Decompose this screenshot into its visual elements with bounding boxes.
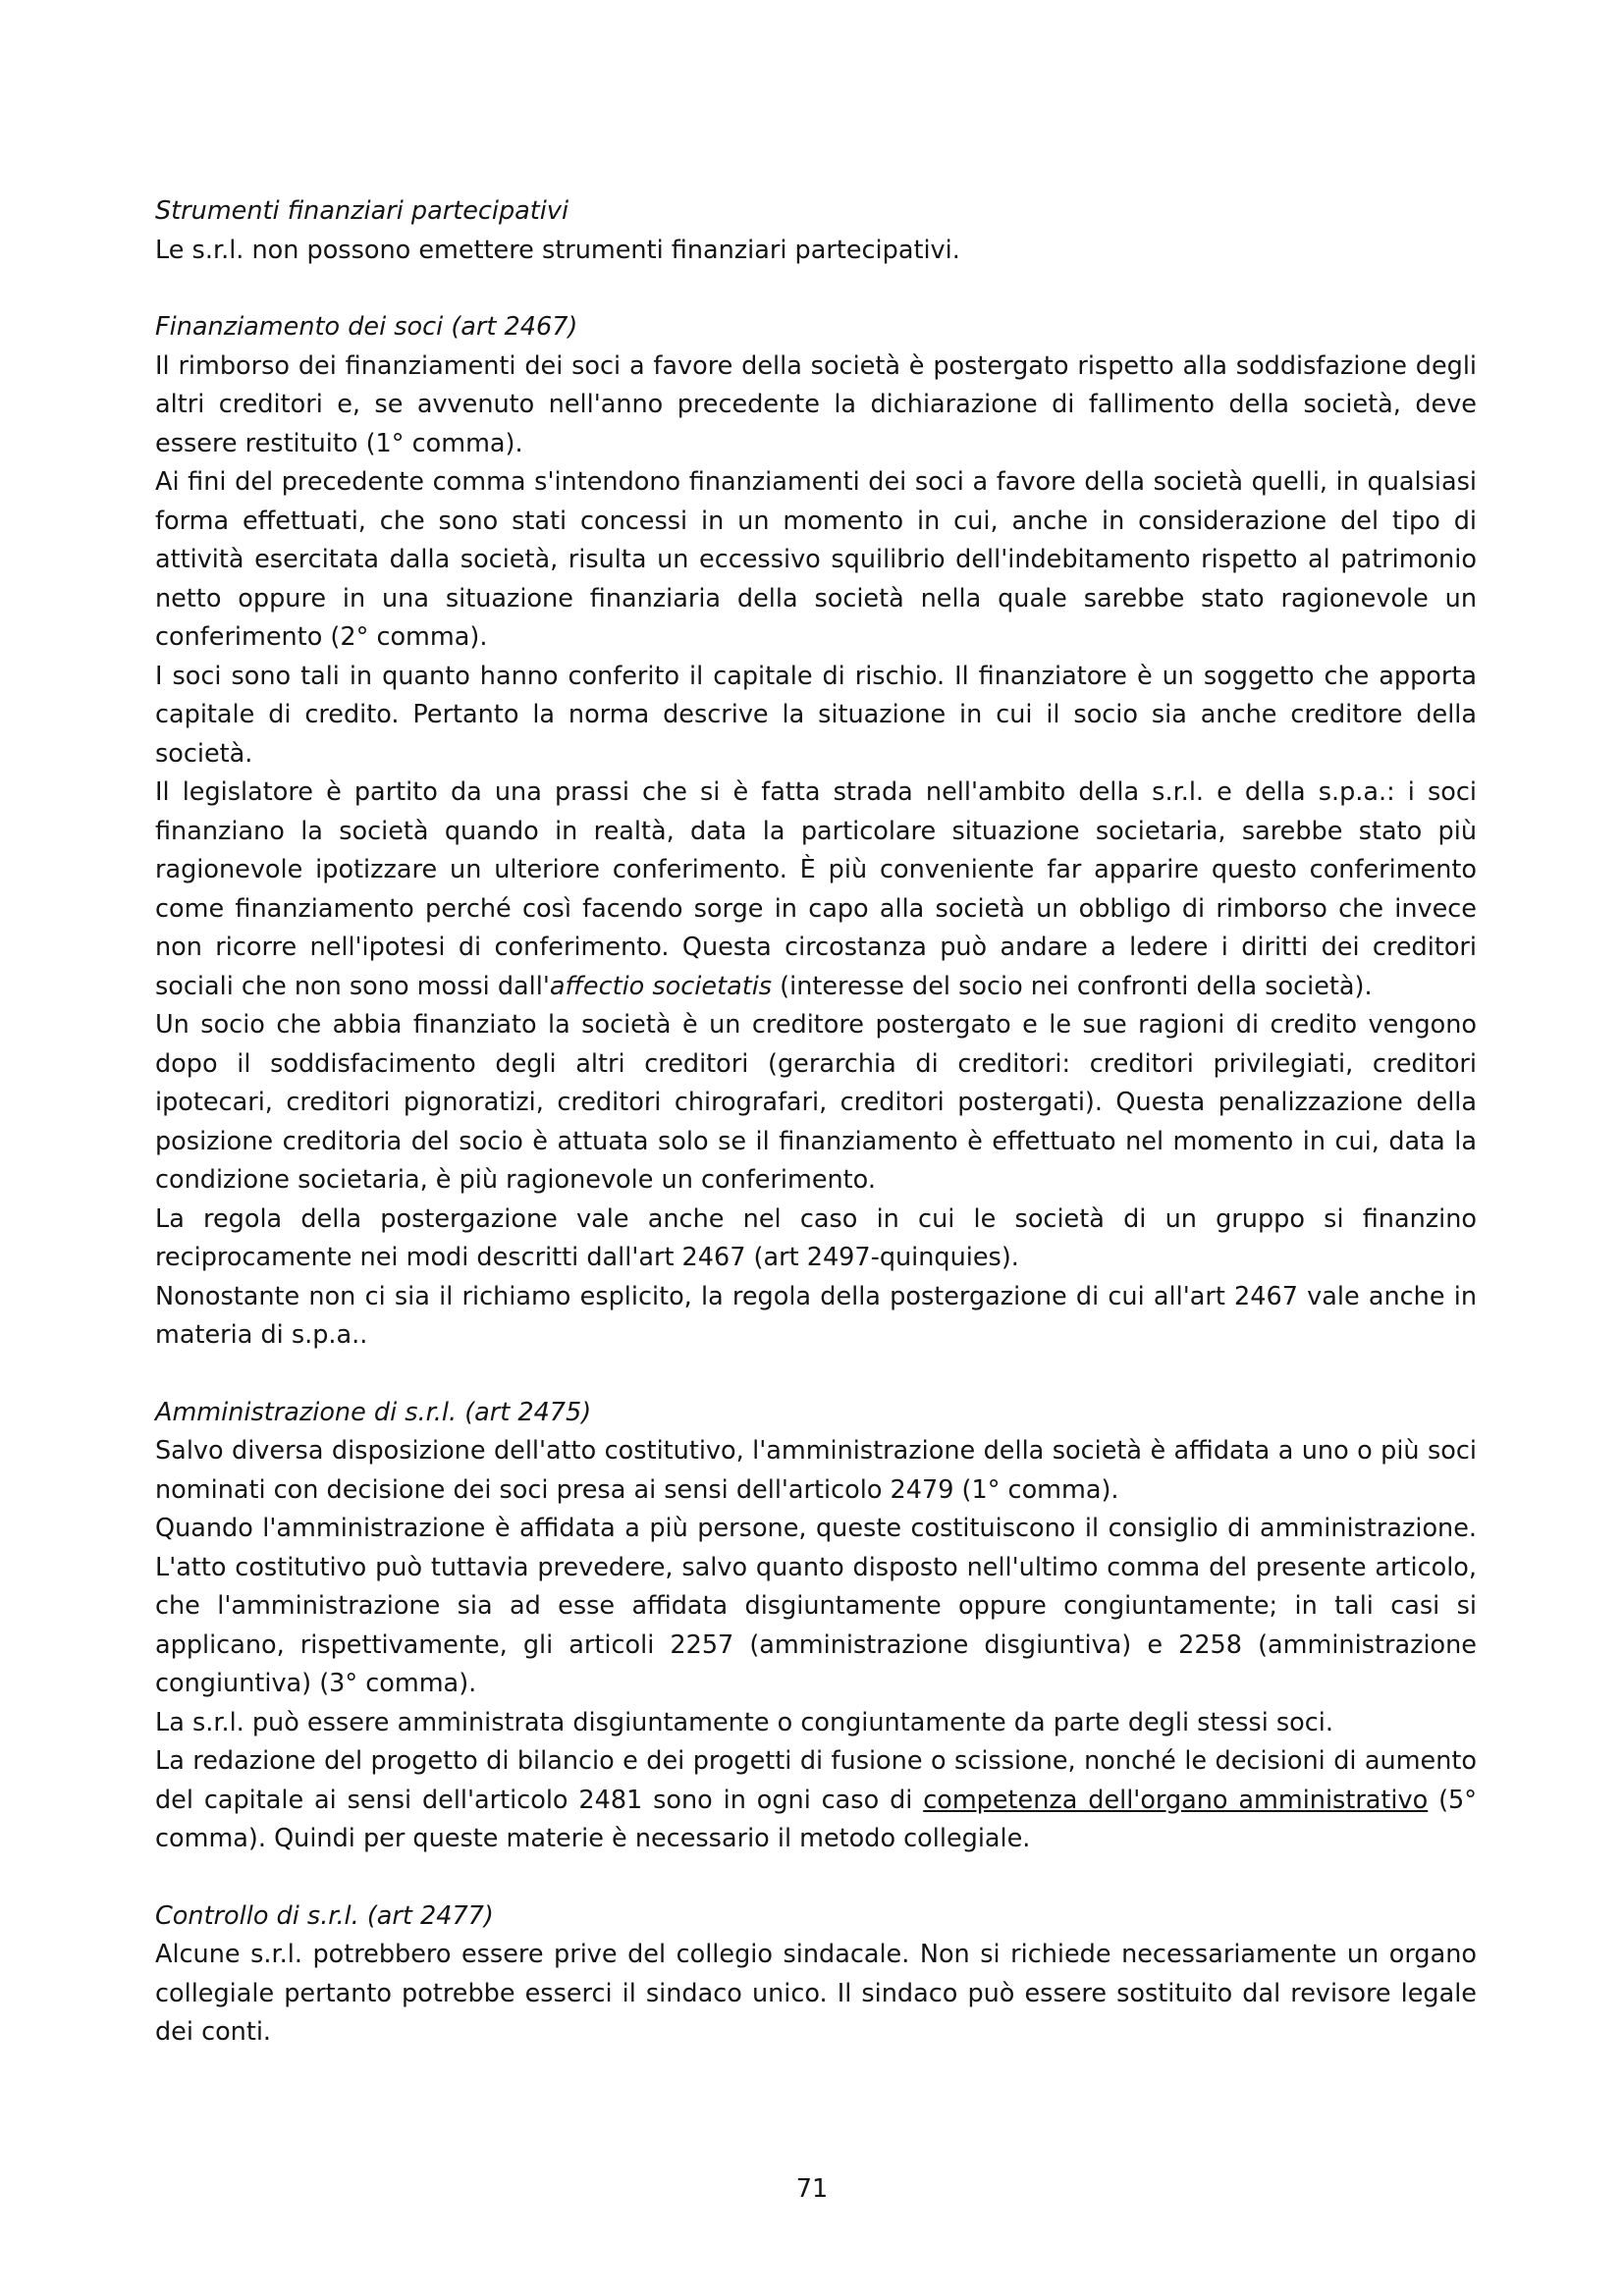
section-heading: Strumenti finanziari partecipativi (155, 196, 569, 226)
paragraph: Nonostante non ci sia il richiamo esplicito, la regola della postergazione di cui all'art 2467 vale anche in materia di s.p.a.. (155, 1281, 1477, 1350)
paragraph-text: (interesse del socio nei confronti della società). (772, 971, 1373, 1001)
paragraph-text: Il legislatore è partito da una prassi che si è fatta strada nell'ambito della s.r.l. e della s.p.a.: i soci finanziano la società quando in realtà, data la particolare situazione societaria, sarebbe stato più ragionevole ipotizzare un ulteriore conferimento. È più conveniente far apparire questo conferimento come finanziamento perché così facendo sorge in capo alla società un obbligo di rimborso che invece non ricorre nell'ipotesi di conferimento. Questa circostanza può andare a ledere i diritti dei creditori sociali che non sono mossi dall' (155, 777, 1477, 1001)
paragraph: Le s.r.l. non possono emettere strumenti finanziari partecipativi. (155, 235, 960, 265)
paragraph: Il rimborso dei finanziamenti dei soci a favore della società è postergato rispetto alla soddisfazione degli altri creditori e, se avvenuto nell'anno precedente la dichiarazione di fallimento della società, deve essere restituito (1° comma). (155, 350, 1477, 458)
section-heading: Controllo di s.r.l. (art 2477) (155, 1900, 494, 1931)
paragraph: La regola della postergazione vale anche nel caso in cui le società di un gruppo si finanzino reciprocamente nei modi descritti dall'art 2467 (art 2497-quinquies). (155, 1203, 1477, 1272)
underlined-term: competenza dell'organo amministrativo (923, 1785, 1429, 1815)
section-strumenti-finanziari (155, 192, 1477, 270)
page-content (155, 192, 1477, 2091)
paragraph (155, 1742, 1477, 1859)
paragraph: Ai fini del precedente comma s'intendono finanziamenti dei soci a favore della società quelli, in qualsiasi forma effettuati, che sono stati concessi in un momento in cui, anche in considerazione del tipo di attività esercitata dalla società, risulta un eccessivo squilibrio dell'indebitamento rispetto al patrimonio netto oppure in una situazione finanziaria della società nella quale sarebbe stato ragionevole un conferimento (2° comma). (155, 467, 1477, 652)
section-heading: Finanziamento dei soci (art 2467) (155, 312, 578, 342)
paragraph (155, 774, 1477, 1006)
paragraph: Quando l'amministrazione è affidata a più persone, queste costituiscono il consiglio di amministrazione. L'atto costitutivo può tuttavia prevedere, salvo quanto disposto nell'ultimo comma del presente articolo, che l'amministrazione sia ad esse affidata disgiuntamente oppure congiuntamente; in tali casi si applicano, rispettivamente, gli articoli 2257 (amministrazione disgiuntiva) e 2258 (amministrazione congiuntiva) (3° comma). (155, 1514, 1477, 1698)
page-number: 71 (795, 2174, 829, 2204)
paragraph: Un socio che abbia finanziato la società è un creditore postergato e le sue ragioni di credito vengono dopo il soddisfacimento degli altri creditori (gerarchia di creditori: creditori privilegiati, creditori ipotecari, creditori pignoratizi, creditori chirografari, creditori postergati). Questa penalizzazione della posizione creditoria del socio è attuata solo se il finanziamento è effettuato nel momento in cui, data la condizione societaria, è più ragionevole un conferimento. (155, 1010, 1477, 1195)
italic-term: affectio societatis (549, 971, 773, 1001)
paragraph: La s.r.l. può essere amministrata disgiuntamente o congiuntamente da parte degli stessi soci. (155, 1707, 1333, 1737)
paragraph: Salvo diversa disposizione dell'atto costitutivo, l'amministrazione della società è affidata a uno o più soci nominati con decisione dei soci presa ai sensi dell'articolo 2479 (1° comma). (155, 1436, 1477, 1505)
section-amministrazione (155, 1394, 1477, 1859)
paragraph-text: La redazione del progetto di bilancio e dei progetti di fusione o scissione, nonché le decisioni di aumento del capitale ai sensi dell'articolo 2481 sono in ogni caso di (155, 1746, 1477, 1815)
paragraph: I soci sono tali in quanto hanno conferito il capitale di rischio. Il finanziatore è un soggetto che apporta capitale di credito. Pertanto la norma descrive la situazione in cui il socio sia anche creditore della società. (155, 661, 1477, 769)
section-controllo (155, 1897, 1477, 2053)
section-heading: Amministrazione di s.r.l. (art 2475) (155, 1397, 592, 1427)
section-finanziamento-soci (155, 308, 1477, 1356)
paragraph: Alcune s.r.l. potrebbero essere prive del collegio sindacale. Non si richiede necessariamente un organo collegiale pertanto potrebbe esserci il sindaco unico. Il sindaco può essere sostituito dal revisore legale dei conti. (155, 1940, 1477, 2047)
paragraph-text: (5° comma). Quindi per queste materie è necessario il metodo collegiale. (155, 1785, 1478, 1853)
